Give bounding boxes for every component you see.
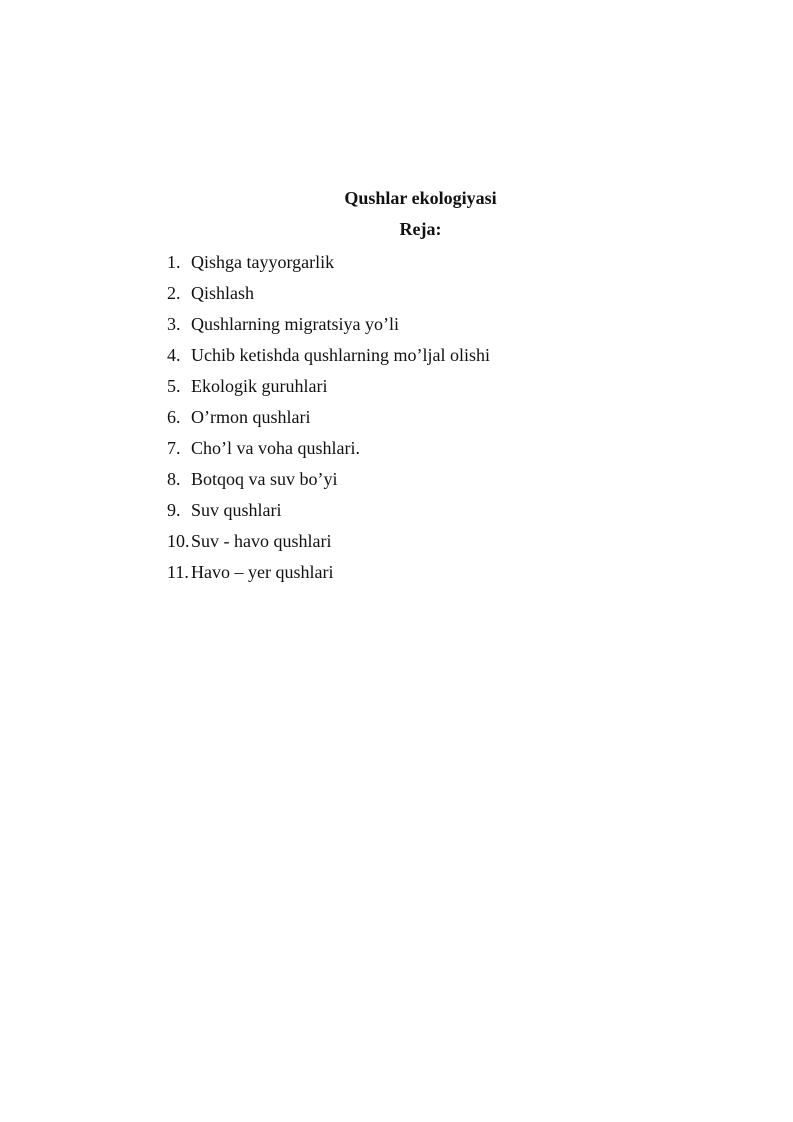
plan-item-text: Qishga tayyorgarlik [191,252,335,272]
plan-item-text: Ekologik guruhlari [191,376,328,396]
plan-item-number: 11. [167,562,189,582]
plan-item-11 [167,560,490,591]
plan-list [167,250,490,591]
plan-item-8 [167,467,490,498]
document-title: Qushlar ekologiyasi [344,188,497,208]
plan-item-text: Suv qushlari [191,500,282,520]
plan-item-9 [167,498,490,529]
plan-item-number: 3. [167,314,181,334]
plan-item-number: 10. [167,531,190,551]
plan-item-text: Botqoq va suv bo’yi [191,469,338,489]
plan-item-text: Suv - havo qushlari [191,531,332,551]
plan-item-10 [167,529,490,560]
plan-item-number: 2. [167,283,181,303]
plan-item-number: 5. [167,376,181,396]
plan-item-number: 4. [167,345,181,365]
plan-item-3 [167,312,490,343]
plan-item-text: Cho’l va voha qushlari. [191,438,360,458]
plan-item-text: Qishlash [191,283,254,303]
plan-item-text: O’rmon qushlari [191,407,311,427]
plan-item-1 [167,250,490,281]
plan-item-text: Uchib ketishda qushlarning mo’ljal olishi [191,345,490,365]
plan-item-2 [167,281,490,312]
plan-item-7 [167,436,490,467]
plan-item-number: 1. [167,252,181,272]
plan-item-number: 9. [167,500,181,520]
plan-heading: Reja: [399,219,442,239]
plan-item-5 [167,374,490,405]
plan-item-4 [167,343,490,374]
plan-item-6 [167,405,490,436]
plan-item-number: 8. [167,469,181,489]
plan-item-number: 6. [167,407,181,427]
plan-item-text: Qushlarning migratsiya yo’li [191,314,399,334]
plan-item-number: 7. [167,438,181,458]
plan-item-text: Havo – yer qushlari [191,562,334,582]
